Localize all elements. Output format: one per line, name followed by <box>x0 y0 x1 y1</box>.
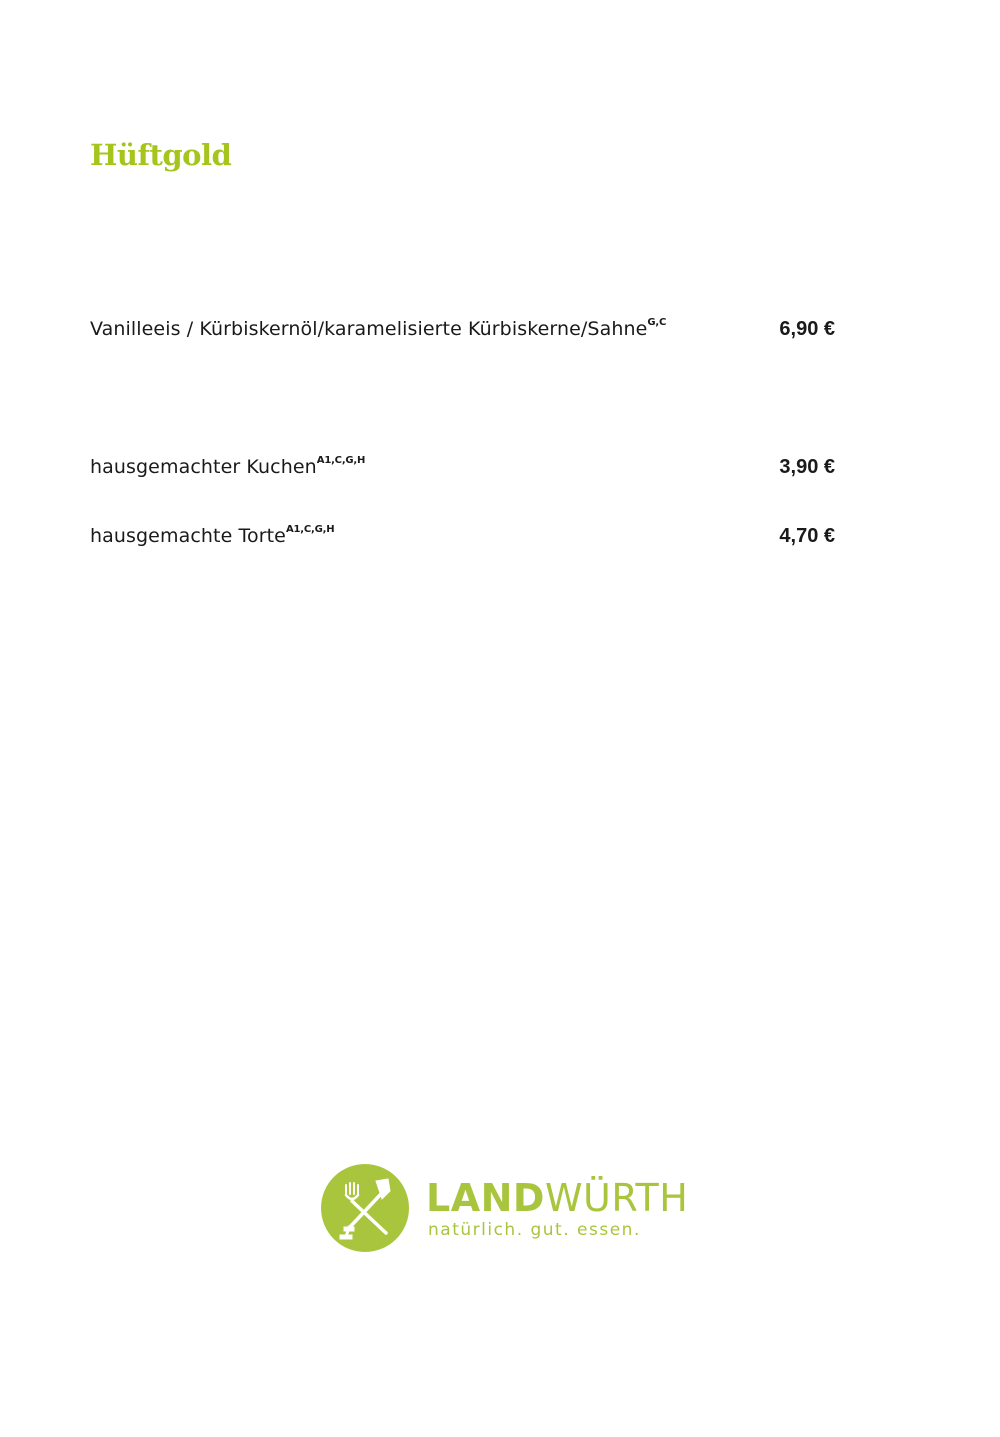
fork-and-shovel-crossed-icon <box>320 1163 410 1253</box>
allergen-codes: G,C <box>647 317 667 328</box>
item-name <box>90 452 365 482</box>
item-name <box>90 521 334 551</box>
item-price: 6,90 € <box>779 318 835 340</box>
allergen-codes: A1,C,G,H <box>285 524 335 535</box>
item-name <box>90 314 666 344</box>
section-heading: Hüftgold <box>90 138 232 172</box>
menu-item <box>90 452 835 482</box>
item-name-text: hausgemachte Torte <box>90 525 286 547</box>
brand-tagline: natürlich. gut. essen. <box>428 1220 641 1240</box>
item-name-text: hausgemachter Kuchen <box>90 456 317 478</box>
brand-name-part2: WÜRTH <box>544 1176 689 1220</box>
allergen-codes: A1,C,G,H <box>316 455 366 466</box>
item-price: 4,70 € <box>779 525 835 547</box>
brand-name <box>426 1177 688 1219</box>
item-name-text: Vanilleeis / Kürbiskernöl/karamelisierte Kürbiskerne/Sahne <box>90 318 648 340</box>
landwuerth-logo <box>320 1163 700 1253</box>
menu-item <box>90 314 835 344</box>
item-price: 3,90 € <box>779 456 835 478</box>
menu-item <box>90 521 835 551</box>
brand-name-part1: LAND <box>426 1176 545 1220</box>
